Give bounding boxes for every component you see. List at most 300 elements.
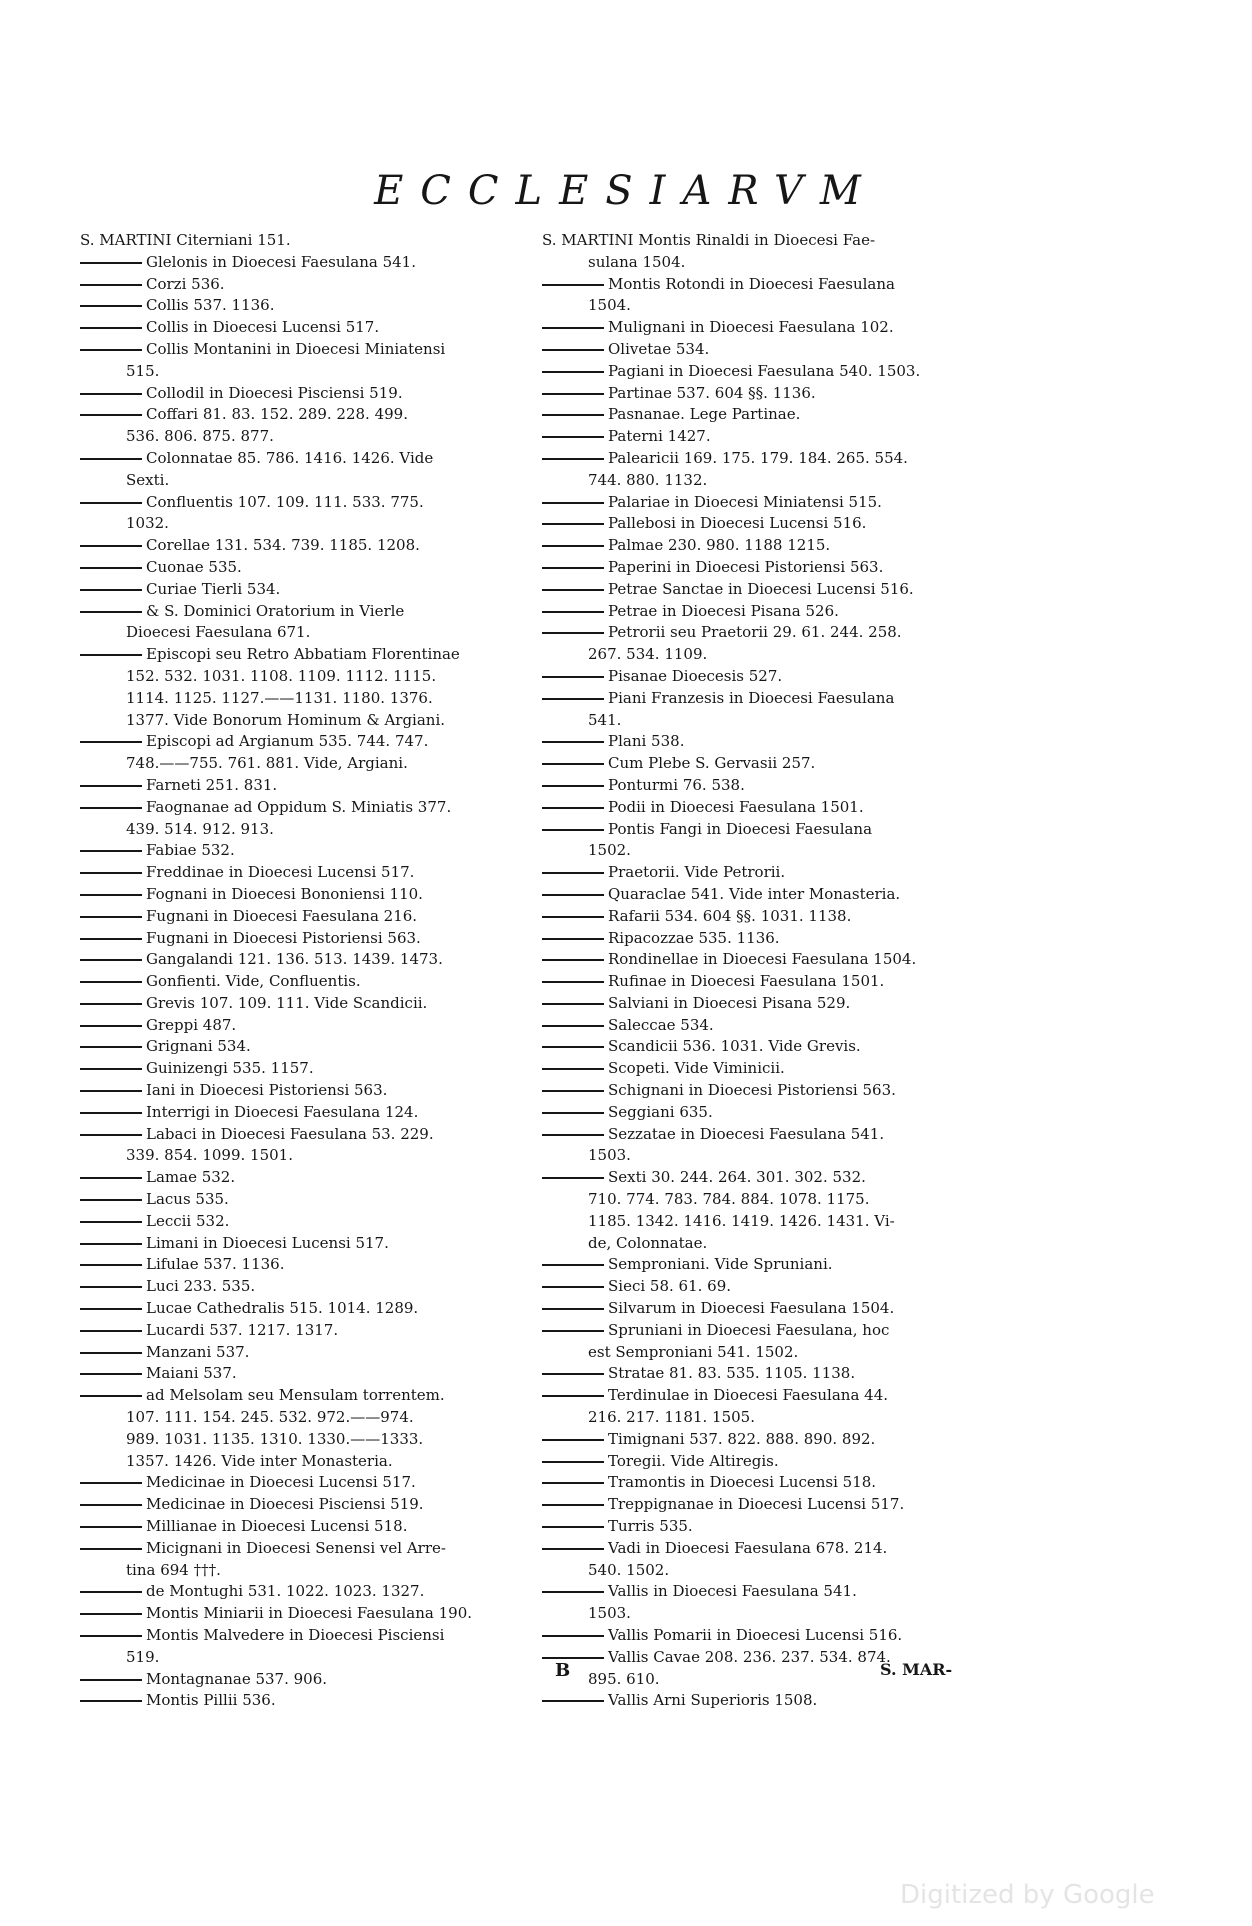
repeat-dash [80, 1591, 142, 1593]
index-entry [80, 971, 520, 993]
index-entry [542, 1211, 982, 1233]
entry-text: Lucardi 537. 1217. 1317. [146, 1320, 339, 1339]
entry-text: Sieci 58. 61. 69. [608, 1277, 732, 1296]
index-entry [80, 274, 520, 296]
repeat-dash [80, 1373, 142, 1375]
index-entry [80, 731, 520, 753]
repeat-dash [542, 1373, 604, 1375]
entry-text: 515. [126, 361, 160, 380]
index-entry [80, 775, 520, 797]
repeat-dash [80, 1613, 142, 1615]
index-entry [80, 819, 520, 841]
repeat-dash [80, 1264, 142, 1266]
index-entry [542, 1015, 982, 1037]
repeat-dash [80, 850, 142, 852]
entry-text: 216. 217. 1181. 1505. [588, 1408, 755, 1427]
repeat-dash [542, 1046, 604, 1048]
repeat-dash [542, 872, 604, 874]
entry-text: Pisanae Dioecesis 527. [608, 666, 783, 685]
index-entry [80, 993, 520, 1015]
entry-text: Partinae 537. 604 §§. 1136. [608, 383, 816, 402]
entry-text: Guinizengi 535. 1157. [146, 1059, 314, 1078]
repeat-dash [542, 1112, 604, 1114]
repeat-dash [542, 371, 604, 373]
entry-text: Vallis Cavae 208. 236. 237. 534. 874. [608, 1647, 891, 1666]
repeat-dash [80, 1025, 142, 1027]
entry-text: Dioecesi Faesulana 671. [126, 623, 311, 642]
repeat-dash [80, 502, 142, 504]
repeat-dash [542, 1482, 604, 1484]
entry-text: 107. 111. 154. 245. 532. 972.——974. [126, 1408, 414, 1427]
index-entry [542, 710, 982, 732]
entry-text: de, Colonnatae. [588, 1233, 708, 1252]
left-index-column [80, 230, 520, 1712]
entry-text: Sexti 30. 244. 264. 301. 302. 532. [608, 1168, 866, 1187]
entry-text: Pasnanae. Lege Partinae. [608, 405, 801, 424]
repeat-dash [542, 1657, 604, 1659]
index-entry [80, 579, 520, 601]
index-entry [80, 295, 520, 317]
index-entry [80, 1603, 520, 1625]
entry-text: Cuonae 535. [146, 557, 242, 576]
entry-text: 1503. [588, 1604, 631, 1623]
index-entry [80, 1669, 520, 1691]
repeat-dash [80, 894, 142, 896]
index-entry [542, 1538, 982, 1560]
entry-text: Montis Miniarii in Dioecesi Faesulana 190. [146, 1604, 473, 1623]
index-entry [80, 753, 520, 775]
entry-text: Treppignanae in Dioecesi Lucensi 517. [608, 1495, 905, 1514]
index-entry [542, 1276, 982, 1298]
repeat-dash [542, 741, 604, 743]
repeat-dash [80, 1330, 142, 1332]
right-index-column [542, 230, 982, 1712]
index-entry [80, 1625, 520, 1647]
index-entry [542, 252, 982, 274]
index-entry [542, 949, 982, 971]
index-entry [80, 1189, 520, 1211]
index-entry [80, 557, 520, 579]
index-entry [542, 579, 982, 601]
index-entry [542, 513, 982, 535]
entry-text: Millianae in Dioecesi Lucensi 518. [146, 1517, 408, 1536]
entry-text: 744. 880. 1132. [588, 470, 708, 489]
index-entry [542, 1298, 982, 1320]
entry-text: 1504. [588, 296, 631, 315]
index-entry [542, 426, 982, 448]
entry-text: Gonfienti. Vide, Confluentis. [146, 972, 361, 991]
entry-text: Lacus 535. [146, 1190, 229, 1209]
index-entry [80, 535, 520, 557]
repeat-dash [80, 785, 142, 787]
index-entry [542, 644, 982, 666]
repeat-dash [80, 872, 142, 874]
repeat-dash [80, 567, 142, 569]
index-entry [542, 1451, 982, 1473]
index-entry [80, 1145, 520, 1167]
repeat-dash [80, 959, 142, 961]
index-entry [80, 884, 520, 906]
repeat-dash [542, 1700, 604, 1702]
index-entry [80, 426, 520, 448]
index-entry [80, 1167, 520, 1189]
index-entry [80, 1102, 520, 1124]
entry-text: Fognani in Dioecesi Bononiensi 110. [146, 884, 423, 903]
entry-text: Saleccae 534. [608, 1015, 714, 1034]
signature-mark: B [555, 1660, 571, 1681]
index-entry [542, 1690, 982, 1712]
entry-text: 1032. [126, 514, 169, 533]
entry-text: Turris 535. [608, 1517, 693, 1536]
repeat-dash [542, 632, 604, 634]
entry-text: Collis in Dioecesi Lucensi 517. [146, 318, 380, 337]
entry-text: Toregii. Vide Altiregis. [608, 1451, 779, 1470]
repeat-dash [80, 981, 142, 983]
index-entry [80, 383, 520, 405]
repeat-dash [80, 458, 142, 460]
index-entry [80, 1407, 520, 1429]
index-entry [542, 928, 982, 950]
index-entry [542, 230, 982, 252]
entry-text: 1114. 1125. 1127.——1131. 1180. 1376. [126, 688, 433, 707]
repeat-dash [80, 1046, 142, 1048]
entry-text: 152. 532. 1031. 1108. 1109. 1112. 1115. [126, 666, 437, 685]
entry-text: Semproniani. Vide Spruniani. [608, 1255, 833, 1274]
entry-text: Cum Plebe S. Gervasii 257. [608, 754, 816, 773]
index-entry [542, 1145, 982, 1167]
index-entry [80, 1472, 520, 1494]
repeat-dash [542, 1635, 604, 1637]
repeat-dash [542, 284, 604, 286]
entry-text: Schignani in Dioecesi Pistoriensi 563. [608, 1081, 896, 1100]
repeat-dash [80, 327, 142, 329]
index-entry [542, 1363, 982, 1385]
entry-text: 541. [588, 710, 622, 729]
index-entry [80, 1036, 520, 1058]
index-entry [542, 361, 982, 383]
entry-text: Grevis 107. 109. 111. Vide Scandicii. [146, 993, 428, 1012]
repeat-dash [542, 349, 604, 351]
repeat-dash [80, 305, 142, 307]
repeat-dash [542, 1439, 604, 1441]
entry-text: 748.——755. 761. 881. Vide, Argiani. [126, 754, 408, 773]
entry-text: Leccii 532. [146, 1211, 230, 1230]
repeat-dash [80, 1548, 142, 1550]
entry-text: Terdinulae in Dioecesi Faesulana 44. [608, 1386, 889, 1405]
index-entry [542, 622, 982, 644]
index-entry [542, 1560, 982, 1582]
index-entry [542, 1233, 982, 1255]
repeat-dash [80, 545, 142, 547]
entry-text: tina 694 †††. [126, 1560, 221, 1579]
index-entry [542, 993, 982, 1015]
index-entry [80, 1342, 520, 1364]
repeat-dash [542, 785, 604, 787]
index-entry [542, 339, 982, 361]
repeat-dash [542, 611, 604, 613]
repeat-dash [542, 502, 604, 504]
repeat-dash [542, 523, 604, 525]
repeat-dash [542, 1395, 604, 1397]
entry-text: est Semproniani 541. 1502. [588, 1342, 799, 1361]
entry-text: Collis 537. 1136. [146, 296, 275, 315]
index-entry [542, 862, 982, 884]
repeat-dash [80, 1286, 142, 1288]
entry-text: 989. 1031. 1135. 1310. 1330.——1333. [126, 1429, 424, 1448]
index-entry [542, 1320, 982, 1342]
index-entry [80, 1254, 520, 1276]
index-entry [542, 448, 982, 470]
entry-text: Fugnani in Dioecesi Pistoriensi 563. [146, 928, 421, 947]
index-entry [80, 1451, 520, 1473]
index-entry [80, 1647, 520, 1669]
entry-text: Curiae Tierli 534. [146, 579, 281, 598]
entry-text: S. MARTINI Citerniani 151. [80, 231, 291, 249]
repeat-dash [542, 981, 604, 983]
entry-text: Spruniani in Dioecesi Faesulana, hoc [608, 1320, 890, 1339]
entry-text: 1502. [588, 841, 631, 860]
index-entry [80, 252, 520, 274]
repeat-dash [80, 349, 142, 351]
entry-text: Interrigi in Dioecesi Faesulana 124. [146, 1102, 419, 1121]
index-entry [80, 1233, 520, 1255]
index-entry [80, 1298, 520, 1320]
index-entry [80, 448, 520, 470]
index-entry [80, 688, 520, 710]
entry-text: Sexti. [126, 470, 170, 489]
index-entry [80, 470, 520, 492]
entry-text: 267. 534. 1109. [588, 645, 708, 664]
entry-text: Stratae 81. 83. 535. 1105. 1138. [608, 1364, 856, 1383]
index-entry [80, 1560, 520, 1582]
entry-text: Palmae 230. 980. 1188 1215. [608, 536, 831, 555]
repeat-dash [80, 1526, 142, 1528]
repeat-dash [542, 393, 604, 395]
index-entry [542, 971, 982, 993]
repeat-dash [542, 567, 604, 569]
repeat-dash [542, 698, 604, 700]
index-entry [542, 492, 982, 514]
index-entry [542, 404, 982, 426]
entry-text: Corellae 131. 534. 739. 1185. 1208. [146, 536, 420, 555]
repeat-dash [80, 1679, 142, 1681]
repeat-dash [542, 458, 604, 460]
index-entry [542, 819, 982, 841]
repeat-dash [80, 589, 142, 591]
repeat-dash [542, 1286, 604, 1288]
entry-text: Glelonis in Dioecesi Faesulana 541. [146, 252, 416, 271]
index-entry [80, 1058, 520, 1080]
repeat-dash [80, 1308, 142, 1310]
repeat-dash [542, 807, 604, 809]
entry-text: Luci 233. 535. [146, 1277, 256, 1296]
repeat-dash [80, 611, 142, 613]
entry-text: Medicinae in Dioecesi Pisciensi 519. [146, 1495, 424, 1514]
entry-text: Confluentis 107. 109. 111. 533. 775. [146, 492, 424, 511]
index-entry [542, 1254, 982, 1276]
entry-text: Mulignani in Dioecesi Faesulana 102. [608, 318, 894, 337]
repeat-dash [542, 327, 604, 329]
entry-text: Fugnani in Dioecesi Faesulana 216. [146, 906, 418, 925]
index-entry [80, 1363, 520, 1385]
repeat-dash [80, 654, 142, 656]
entry-text: 1185. 1342. 1416. 1419. 1426. 1431. Vi- [588, 1211, 895, 1230]
index-entry [542, 317, 982, 339]
index-entry [542, 295, 982, 317]
index-entry [542, 840, 982, 862]
entry-text: Montis Malvedere in Dioecesi Pisciensi [146, 1626, 445, 1644]
entry-text: 519. [126, 1647, 160, 1666]
index-entry [542, 470, 982, 492]
index-entry [542, 775, 982, 797]
index-entry [80, 862, 520, 884]
entry-text: 540. 1502. [588, 1560, 670, 1579]
index-entry [542, 1102, 982, 1124]
repeat-dash [80, 1504, 142, 1506]
index-entry [80, 513, 520, 535]
index-entry [80, 622, 520, 644]
index-entry [542, 1189, 982, 1211]
repeat-dash [542, 1308, 604, 1310]
repeat-dash [80, 1700, 142, 1702]
entry-text: Collodil in Dioecesi Pisciensi 519. [146, 383, 403, 402]
index-entry [80, 1429, 520, 1451]
entry-text: Lucae Cathedralis 515. 1014. 1289. [146, 1299, 419, 1318]
index-entry [80, 710, 520, 732]
index-entry [80, 1015, 520, 1037]
index-entry [80, 1124, 520, 1146]
index-entry [80, 361, 520, 383]
index-entry [80, 230, 520, 252]
index-entry [80, 949, 520, 971]
repeat-dash [80, 1243, 142, 1245]
index-entry [542, 666, 982, 688]
index-entry [80, 601, 520, 623]
repeat-dash [80, 414, 142, 416]
index-entry [80, 1690, 520, 1712]
entry-text: Fabiae 532. [146, 841, 235, 860]
index-entry [80, 1538, 520, 1560]
repeat-dash [80, 1221, 142, 1223]
repeat-dash [542, 763, 604, 765]
repeat-dash [80, 393, 142, 395]
entry-text: Plani 538. [608, 732, 685, 751]
index-entry [80, 906, 520, 928]
entry-text: Olivetae 534. [608, 339, 710, 358]
repeat-dash [542, 1068, 604, 1070]
repeat-dash [80, 1134, 142, 1136]
index-entry [80, 1320, 520, 1342]
index-entry [542, 1407, 982, 1429]
repeat-dash [542, 1330, 604, 1332]
index-entry [80, 1494, 520, 1516]
repeat-dash [542, 1003, 604, 1005]
repeat-dash [80, 807, 142, 809]
repeat-dash [542, 436, 604, 438]
repeat-dash [80, 1352, 142, 1354]
index-entry [542, 1385, 982, 1407]
entry-text: Vallis Arni Superioris 1508. [608, 1691, 818, 1710]
entry-text: Ripacozzae 535. 1136. [608, 928, 780, 947]
repeat-dash [542, 1025, 604, 1027]
index-entry [542, 906, 982, 928]
entry-text: Greppi 487. [146, 1015, 237, 1034]
repeat-dash [80, 284, 142, 286]
entry-text: Ponturmi 76. 538. [608, 775, 745, 794]
entry-text: Montagnanae 537. 906. [146, 1669, 328, 1688]
entry-text: Grignani 534. [146, 1037, 251, 1056]
entry-text: Gangalandi 121. 136. 513. 1439. 1473. [146, 950, 443, 969]
index-entry [80, 1276, 520, 1298]
index-entry [80, 840, 520, 862]
entry-text: Coffari 81. 83. 152. 289. 228. 499. [146, 405, 408, 424]
index-entry [80, 928, 520, 950]
index-entry [542, 884, 982, 906]
index-entry [80, 339, 520, 361]
entry-text: Faognanae ad Oppidum S. Miniatis 377. [146, 797, 452, 816]
repeat-dash [542, 589, 604, 591]
entry-text: Micignani in Dioecesi Senensi vel Arre- [146, 1538, 446, 1557]
entry-text: Petrae Sanctae in Dioecesi Lucensi 516. [608, 579, 914, 598]
repeat-dash [80, 1112, 142, 1114]
index-entry [80, 404, 520, 426]
index-entry [542, 1167, 982, 1189]
entry-text: Palearicii 169. 175. 179. 184. 265. 554. [608, 448, 908, 467]
repeat-dash [542, 1591, 604, 1593]
entry-text: Vallis Pomarii in Dioecesi Lucensi 516. [608, 1626, 903, 1644]
entry-text: 895. 610. [588, 1669, 660, 1688]
entry-text: Rafarii 534. 604 §§. 1031. 1138. [608, 906, 852, 925]
entry-text: Maiani 537. [146, 1364, 237, 1383]
index-entry [542, 753, 982, 775]
entry-text: Timignani 537. 822. 888. 890. 892. [608, 1429, 876, 1448]
entry-text: Silvarum in Dioecesi Faesulana 1504. [608, 1299, 895, 1318]
entry-text: Pagiani in Dioecesi Faesulana 540. 1503. [608, 361, 921, 380]
watermark: Digitized by Google [900, 1880, 1155, 1910]
repeat-dash [80, 916, 142, 918]
entry-text: Rondinellae in Dioecesi Faesulana 1504. [608, 950, 917, 969]
repeat-dash [80, 1482, 142, 1484]
entry-text: Montis Rotondi in Dioecesi Faesulana [608, 274, 895, 293]
entry-text: Petrae in Dioecesi Pisana 526. [608, 601, 839, 620]
index-entry [542, 1472, 982, 1494]
repeat-dash [542, 414, 604, 416]
repeat-dash [80, 1003, 142, 1005]
entry-text: S. MARTINI Montis Rinaldi in Dioecesi Fae- [542, 231, 876, 249]
repeat-dash [80, 741, 142, 743]
repeat-dash [80, 1090, 142, 1092]
index-entry [542, 688, 982, 710]
entry-text: Iani in Dioecesi Pistoriensi 563. [146, 1081, 388, 1100]
entry-text: Episcopi seu Retro Abbatiam Florentinae [146, 645, 460, 664]
index-entry [80, 644, 520, 666]
repeat-dash [80, 1635, 142, 1637]
repeat-dash [80, 938, 142, 940]
repeat-dash [80, 1199, 142, 1201]
entry-text: Collis Montanini in Dioecesi Miniatensi [146, 339, 446, 358]
entry-text: Seggiani 635. [608, 1102, 713, 1121]
index-entry [542, 1625, 982, 1647]
repeat-dash [80, 1068, 142, 1070]
repeat-dash [542, 1548, 604, 1550]
entry-text: Paperini in Dioecesi Pistoriensi 563. [608, 557, 884, 576]
index-entry [542, 1603, 982, 1625]
entry-text: 1503. [588, 1146, 631, 1165]
entry-text: Freddinae in Dioecesi Lucensi 517. [146, 863, 415, 882]
entry-text: Lamae 532. [146, 1168, 236, 1187]
repeat-dash [80, 1395, 142, 1397]
index-entry [80, 1080, 520, 1102]
